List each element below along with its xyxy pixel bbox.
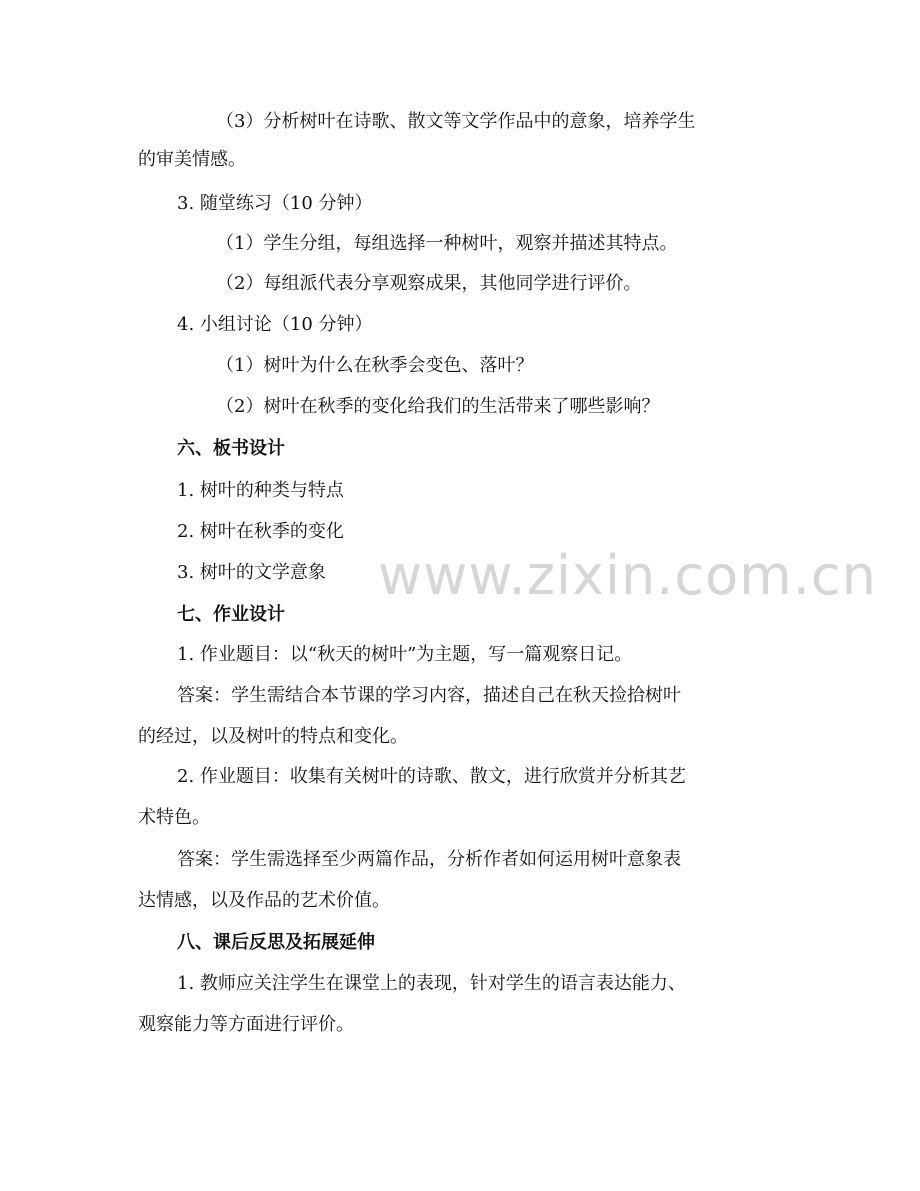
text-line: 2. 作业题目：收集有关树叶的诗歌、散文，进行欣赏并分析其艺 — [177, 766, 686, 787]
text-line: 的经过，以及树叶的特点和变化。 — [138, 726, 408, 747]
text-line: （2）树叶在秋季的变化给我们的生活带来了哪些影响？ — [216, 396, 660, 417]
section-heading: 六、板书设计 — [177, 438, 285, 459]
text-line: 术特色。 — [138, 807, 210, 828]
text-line: （3）分析树叶在诗歌、散文等文学作品中的意象，培养学生 — [216, 111, 696, 132]
section-heading: 七、作业设计 — [177, 604, 285, 625]
text-line: 3. 树叶的文学意象 — [177, 562, 326, 583]
text-line: 2. 树叶在秋季的变化 — [177, 521, 344, 542]
text-line: （2）每组派代表分享观察成果，其他同学进行评价。 — [216, 273, 642, 294]
text-line: 观察能力等方面进行评价。 — [138, 1014, 354, 1035]
text-line: （1）树叶为什么在秋季会变色、落叶？ — [216, 355, 534, 376]
text-line: 的审美情感。 — [138, 149, 246, 170]
text-line: 1. 树叶的种类与特点 — [177, 480, 344, 501]
text-line: 答案：学生需选择至少两篇作品，分析作者如何运用树叶意象表 — [177, 849, 681, 870]
text-line: 4. 小组讨论（10 分钟） — [177, 314, 373, 335]
text-line: 达情感，以及作品的艺术价值。 — [138, 890, 390, 911]
text-line: 3. 随堂练习（10 分钟） — [177, 193, 373, 214]
text-line: 1. 教师应关注学生在课堂上的表现，针对学生的语言表达能力、 — [177, 973, 686, 994]
text-line: 答案：学生需结合本节课的学习内容，描述自己在秋天捡拾树叶 — [177, 685, 681, 706]
section-heading: 八、课后反思及拓展延伸 — [177, 932, 375, 953]
text-line: （1）学生分组，每组选择一种树叶，观察并描述其特点。 — [216, 233, 678, 254]
text-line: 1. 作业题目：以“秋天的树叶”为主题，写一篇观察日记。 — [177, 644, 633, 665]
watermark: www.zixin.com.cn — [378, 544, 877, 607]
